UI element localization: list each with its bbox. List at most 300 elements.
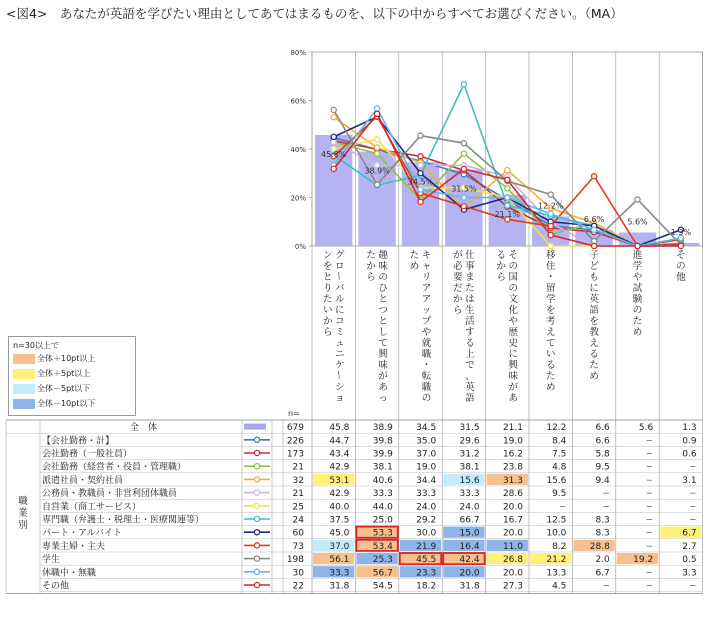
table-cell: 4.8 <box>552 462 567 473</box>
series-point <box>418 154 423 159</box>
table-cell: − <box>645 436 654 447</box>
table-cell: 29.2 <box>416 515 437 526</box>
bar-data-label: 12.2% <box>537 201 564 211</box>
table-cell: 6.6 <box>595 436 610 447</box>
table-cell: − <box>602 581 610 592</box>
category-label-char: リ <box>421 272 432 283</box>
legend-marker-point <box>254 437 259 442</box>
series-point <box>461 151 466 156</box>
table-n: 226 <box>286 436 304 447</box>
table-cell: 21.9 <box>416 541 437 552</box>
table-cell: 9.5 <box>552 489 567 500</box>
legend-marker-point <box>254 464 259 469</box>
series-point <box>592 227 597 232</box>
category-label-char: も <box>589 272 599 283</box>
table-cell: 38.1 <box>459 462 480 473</box>
series-point <box>375 111 380 116</box>
category-label-char: ・ <box>545 272 556 283</box>
category-label-char: ら <box>453 305 463 316</box>
table-cell: − <box>645 581 654 592</box>
n-header: n= <box>288 409 300 418</box>
legend-swatch <box>13 384 35 394</box>
table-cell: − <box>645 541 654 552</box>
category-label-char: 語 <box>465 393 475 404</box>
row-label: 休職中・無職 <box>42 568 97 579</box>
table-cell: 20.0 <box>502 568 523 579</box>
bar-data-label: 45.8% <box>320 149 347 159</box>
legend-swatch <box>13 369 35 379</box>
table-cell: 35.0 <box>416 436 437 447</box>
table-cell: 44.7 <box>329 436 350 447</box>
table-n: 24 <box>292 515 304 526</box>
table-cell: 13.3 <box>546 568 567 579</box>
table-cell: 12.2 <box>546 423 567 434</box>
legend-label: 全体＋5pt以上 <box>37 369 91 378</box>
category-label-char: と <box>378 294 388 305</box>
category-label-char: そ <box>676 250 686 261</box>
table-cell: 37.0 <box>329 541 350 552</box>
category-label-char: が <box>508 382 519 393</box>
category-label-char: っ <box>378 393 388 404</box>
category-label-char: ュ <box>334 338 345 349</box>
category-label-char: 語 <box>589 305 599 316</box>
table-n: 30 <box>292 568 304 579</box>
table-cell: 42.4 <box>459 555 480 566</box>
table-cell: 16.7 <box>502 515 523 526</box>
category-label-char: 味 <box>378 360 388 371</box>
category-label-char: 生 <box>465 305 475 316</box>
category-label-char: か <box>322 316 333 327</box>
series-point <box>418 199 423 204</box>
table-cell: 25.3 <box>372 555 393 566</box>
series-point <box>548 211 553 216</box>
category-label-char: め <box>409 261 420 272</box>
table-cell: 19.0 <box>502 436 523 447</box>
category-label-char: 転 <box>421 371 432 382</box>
category-label-char: の <box>421 393 432 404</box>
category-label-char: て <box>378 338 388 349</box>
category-label-char: の <box>632 305 643 316</box>
series-point <box>418 171 423 176</box>
table-n: 679 <box>286 423 304 434</box>
category-label-char: 興 <box>378 349 388 360</box>
category-label-char: 国 <box>508 272 519 283</box>
series-point <box>592 174 597 179</box>
row-label: 会社勤務（一般社員） <box>42 449 133 460</box>
table-cell: 10.0 <box>546 528 567 539</box>
legend-marker-point <box>254 477 259 482</box>
row-label: 自営業（商工サービス） <box>42 502 142 513</box>
category-label-char: が <box>378 371 388 382</box>
category-label-char: ャ <box>421 261 432 272</box>
table-cell: 3.1 <box>682 475 697 486</box>
category-label-char: 子 <box>589 250 599 261</box>
category-label-char: キ <box>421 250 432 261</box>
category-label-char: ら <box>496 272 507 283</box>
legend-marker-point <box>254 556 259 561</box>
table-cell: 45.5 <box>416 555 437 566</box>
category-label-char: し <box>378 327 388 338</box>
series-point <box>548 224 553 229</box>
table-cell: 12.5 <box>546 515 567 526</box>
row-label: 専業主婦・主夫 <box>42 541 106 552</box>
category-label-char: つ <box>378 305 388 316</box>
series-point <box>548 232 553 237</box>
group-label-char: 業 <box>18 507 28 519</box>
category-label-char: 興 <box>508 360 519 371</box>
category-label-char: 歴 <box>508 327 519 338</box>
table-cell: 38.9 <box>372 423 393 434</box>
table-cell: − <box>689 502 697 513</box>
series-point <box>461 204 466 209</box>
category-label-char: た <box>409 250 420 261</box>
table-cell: 21.1 <box>502 423 523 434</box>
table-cell: 43.4 <box>329 449 350 460</box>
category-label-char: え <box>589 338 599 349</box>
category-label-char: 活 <box>465 316 475 327</box>
category-label-char: を <box>322 261 333 272</box>
category-label-char: て <box>545 338 556 349</box>
table-cell: − <box>645 528 654 539</box>
series-point <box>331 115 336 120</box>
category-label-char: は <box>465 294 475 305</box>
table-cell: 7.5 <box>552 449 567 460</box>
category-label-char: ル <box>334 294 345 305</box>
table-n: 173 <box>286 449 304 460</box>
category-label-char: い <box>545 349 556 360</box>
table-cell: 56.1 <box>329 555 350 566</box>
table-cell: 31.8 <box>329 581 350 592</box>
series-point <box>505 195 510 200</box>
table-cell: 19.2 <box>633 555 654 566</box>
series-point <box>548 243 553 248</box>
table-cell: 53.4 <box>372 541 393 552</box>
series-point <box>461 166 466 171</box>
category-label-char: ア <box>421 283 432 294</box>
category-label-char: え <box>545 327 556 338</box>
table-cell: 31.3 <box>502 475 523 486</box>
y-tick-label: 40% <box>290 146 306 154</box>
category-label-char: 上 <box>465 349 475 360</box>
table-cell: 21.2 <box>546 555 567 566</box>
group-label-char: 職 <box>18 495 28 507</box>
table-cell: 8.4 <box>552 436 567 447</box>
table-cell: 53.3 <box>372 528 393 539</box>
category-label-char: 職 <box>421 382 432 393</box>
table-cell: 44.0 <box>372 502 393 513</box>
category-label-char: ら <box>322 327 333 338</box>
category-label-char: す <box>465 327 475 338</box>
series-point <box>635 243 640 248</box>
series-point <box>375 145 380 150</box>
table-cell: 2.0 <box>595 555 610 566</box>
bar-data-label: 38.9% <box>364 166 390 176</box>
table-cell: − <box>689 581 697 592</box>
category-label-char: 仕 <box>465 250 475 261</box>
group-label-char: 別 <box>18 519 28 531</box>
table-cell: 31.2 <box>459 449 480 460</box>
category-label-char: や <box>632 272 643 283</box>
category-label-char: 趣 <box>378 250 388 261</box>
category-label-char: た <box>465 283 475 294</box>
category-label-char: 教 <box>589 327 599 338</box>
category-label-char: 味 <box>508 371 519 382</box>
row-label: 公務員・教職員・非営利団体職員 <box>42 489 178 500</box>
category-label-char: ら <box>366 272 376 283</box>
category-label-char: シ <box>334 382 345 393</box>
category-label-char: や <box>421 327 432 338</box>
legend-title: n=30以上で <box>13 341 59 350</box>
table-cell: 16.4 <box>459 541 480 552</box>
table-n: 25 <box>292 502 304 513</box>
legend-item-minus5 <box>13 383 90 394</box>
legend-marker-point <box>254 569 259 574</box>
category-label-char: あ <box>508 393 519 404</box>
table-cell: 15.6 <box>546 475 567 486</box>
category-label-char: と <box>378 316 388 327</box>
category-label-char: 験 <box>632 294 643 305</box>
legend-marker-point <box>254 543 259 548</box>
table-cell: 8.3 <box>595 515 610 526</box>
table-cell: 0.6 <box>682 449 697 460</box>
table-cell: 15.6 <box>459 475 480 486</box>
category-label-char: 史 <box>508 338 519 349</box>
table-n: 22 <box>292 581 304 592</box>
table-cell: 23.3 <box>416 568 437 579</box>
category-label-char: 考 <box>545 316 556 327</box>
category-label-char: 移 <box>545 250 556 261</box>
table-cell: 54.5 <box>372 581 393 592</box>
table-cell: 20.0 <box>502 502 523 513</box>
category-label-char: だ <box>453 283 463 294</box>
series-point <box>461 141 466 146</box>
category-label-char: 学 <box>545 294 556 305</box>
table-cell: 2.7 <box>682 541 697 552</box>
bar-data-label: 34.5% <box>407 177 434 187</box>
category-label-char: を <box>545 305 556 316</box>
table-n: 60 <box>292 528 304 539</box>
table-cell: − <box>645 489 654 500</box>
legend-item-plus5 <box>13 368 90 379</box>
table-cell: 37.5 <box>329 515 350 526</box>
category-label-char: ョ <box>334 393 345 404</box>
table-cell: 28.8 <box>589 541 610 552</box>
row-label: 【会社勤務・計】 <box>42 436 115 447</box>
category-label-char: バ <box>334 283 345 294</box>
category-label-char: た <box>366 250 376 261</box>
category-label-char: の <box>378 272 388 283</box>
table-cell: 33.3 <box>416 489 437 500</box>
category-label-char: 必 <box>453 261 463 272</box>
category-label-char: た <box>545 371 556 382</box>
row-label: 専門職（弁護士・税理士・医療関連等） <box>42 515 205 526</box>
category-label-char: ニ <box>334 349 345 360</box>
table-cell: − <box>689 515 697 526</box>
category-label-char: そ <box>508 250 519 261</box>
category-label-char: を <box>589 316 599 327</box>
category-label-char: の <box>508 283 519 294</box>
y-tick-label: 60% <box>290 97 306 106</box>
table-cell: − <box>645 475 654 486</box>
legend-marker-point <box>254 582 259 587</box>
series-point <box>505 186 510 191</box>
table-cell: 66.7 <box>459 515 480 526</box>
bar-data-label: 1.3% <box>670 227 692 237</box>
category-label-char: 化 <box>508 305 519 316</box>
category-label-char: ま <box>465 272 475 283</box>
table-cell: 26.8 <box>502 555 523 566</box>
y-tick-label: 20% <box>290 194 306 203</box>
table-cell: 30.0 <box>416 528 437 539</box>
table-cell: 8.3 <box>595 528 610 539</box>
legend-marker-point <box>254 490 259 495</box>
category-label-char: い <box>322 305 333 316</box>
category-label-char: る <box>545 360 556 371</box>
table-cell: 6.7 <box>682 528 697 539</box>
series-point <box>418 163 423 168</box>
table-cell: 38.1 <box>372 462 393 473</box>
table-cell: 3.3 <box>682 568 697 579</box>
row-label: その他 <box>42 581 70 592</box>
category-label-char: 文 <box>508 294 519 305</box>
table-cell: 9.4 <box>595 475 610 486</box>
series-point <box>461 195 466 200</box>
table-cell: 15.0 <box>459 528 480 539</box>
category-label-char: ひ <box>378 283 388 294</box>
bar-data-label: 21.1% <box>494 209 521 219</box>
category-label-char: た <box>589 360 599 371</box>
category-label-char: り <box>322 283 333 294</box>
category-label-char: 就 <box>421 338 432 349</box>
category-label-char: か <box>453 294 463 305</box>
table-cell: 45.0 <box>329 528 350 539</box>
table-cell: 0.9 <box>682 436 697 447</box>
table-cell: 8.2 <box>552 541 567 552</box>
category-label-char: グ <box>334 250 345 261</box>
category-label-char: 英 <box>465 382 475 393</box>
table-n: 198 <box>286 555 304 566</box>
category-label-char: が <box>453 250 463 261</box>
series-point <box>635 197 640 202</box>
series-point <box>375 137 380 142</box>
series-point <box>331 166 336 171</box>
table-cell: − <box>645 449 654 460</box>
category-label-char: あ <box>378 382 388 393</box>
category-label-char: や <box>508 316 519 327</box>
table-cell: − <box>645 462 654 473</box>
table-cell: 23.8 <box>502 462 523 473</box>
legend-marker-bar <box>244 424 266 430</box>
table-cell: 53.1 <box>329 475 350 486</box>
category-label-char: の <box>508 261 519 272</box>
series-point <box>331 107 336 112</box>
series-point <box>331 139 336 144</box>
category-label-char: か <box>366 261 376 272</box>
legend-swatch <box>13 399 35 409</box>
category-label-char: プ <box>421 316 432 327</box>
category-label-char: る <box>465 338 475 349</box>
category-label-char: ど <box>589 261 599 272</box>
category-label-char: と <box>322 272 333 283</box>
category-label-char: た <box>322 294 333 305</box>
bar-data-label: 31.5% <box>451 184 477 194</box>
row-label: 学生 <box>42 555 61 566</box>
series-point <box>375 151 380 156</box>
table-cell: 0.5 <box>682 555 697 566</box>
series-point <box>505 167 510 172</box>
row-label: 会社勤務（経営者・役員・管理職） <box>42 462 187 473</box>
legend-marker-point <box>254 503 259 508</box>
chart-title: <図4> あなたが英語を学びたい理由としてあてはまるものを、以下の中からすべてお選びください。（MA） <box>6 6 623 21</box>
table-cell: 28.6 <box>502 489 523 500</box>
series-point <box>678 243 683 248</box>
series-point <box>375 106 380 111</box>
table-cell: 33.3 <box>459 489 480 500</box>
category-label-char: 進 <box>632 250 643 261</box>
table-cell: − <box>602 489 610 500</box>
table-cell: 40.0 <box>329 502 350 513</box>
bar-data-label: 5.6% <box>627 217 648 227</box>
category-label-char: る <box>496 250 507 261</box>
category-label-char: 職 <box>421 349 432 360</box>
table-cell: 4.5 <box>552 581 567 592</box>
category-label-char: ー <box>332 370 344 380</box>
category-label-char: ミ <box>334 327 345 338</box>
table-cell: 45.8 <box>329 423 350 434</box>
table-cell: 20.0 <box>459 568 480 579</box>
row-label: パート・アルバイト <box>42 528 123 539</box>
table-cell: 24.0 <box>459 502 480 513</box>
table-cell: 16.2 <box>502 449 523 460</box>
table-cell: 39.9 <box>372 449 393 460</box>
table-cell: 37.0 <box>416 449 437 460</box>
table-cell: − <box>645 568 654 579</box>
table-cell: 18.2 <box>416 581 437 592</box>
series-point <box>418 187 423 192</box>
category-label-char: ン <box>322 250 333 261</box>
category-label-char: 英 <box>589 294 599 305</box>
table-cell: 34.4 <box>416 475 437 486</box>
table-cell: 33.3 <box>372 489 393 500</box>
category-label-char: ロ <box>334 261 345 272</box>
table-cell: 33.3 <box>329 568 350 579</box>
category-label-char: コ <box>334 316 345 327</box>
category-label-char: 味 <box>378 261 388 272</box>
table-cell: 1.3 <box>682 423 697 434</box>
legend-marker-point <box>254 516 259 521</box>
table-cell: 31.5 <box>459 423 480 434</box>
series-point <box>461 82 466 87</box>
table-cell: 20.0 <box>502 528 523 539</box>
category-label-char: ッ <box>421 305 432 316</box>
category-label-char: か <box>496 261 507 272</box>
series-point <box>505 177 510 182</box>
series-point <box>548 192 553 197</box>
legend-label: 全体＋10pt以上 <box>37 354 96 363</box>
table-cell: 27.3 <box>502 581 523 592</box>
table-n: 21 <box>292 462 304 473</box>
legend-marker-point <box>254 530 259 535</box>
series-point <box>375 182 380 187</box>
legend-item-plus10 <box>13 353 95 364</box>
category-label-char: め <box>632 327 643 338</box>
category-label-char: 他 <box>676 272 686 283</box>
legend-swatch <box>13 354 35 364</box>
table-cell: 39.8 <box>372 436 393 447</box>
table-n: 21 <box>292 489 304 500</box>
category-label-char: ア <box>421 294 432 305</box>
row-label: 派遣社員・契約社員 <box>42 475 124 486</box>
